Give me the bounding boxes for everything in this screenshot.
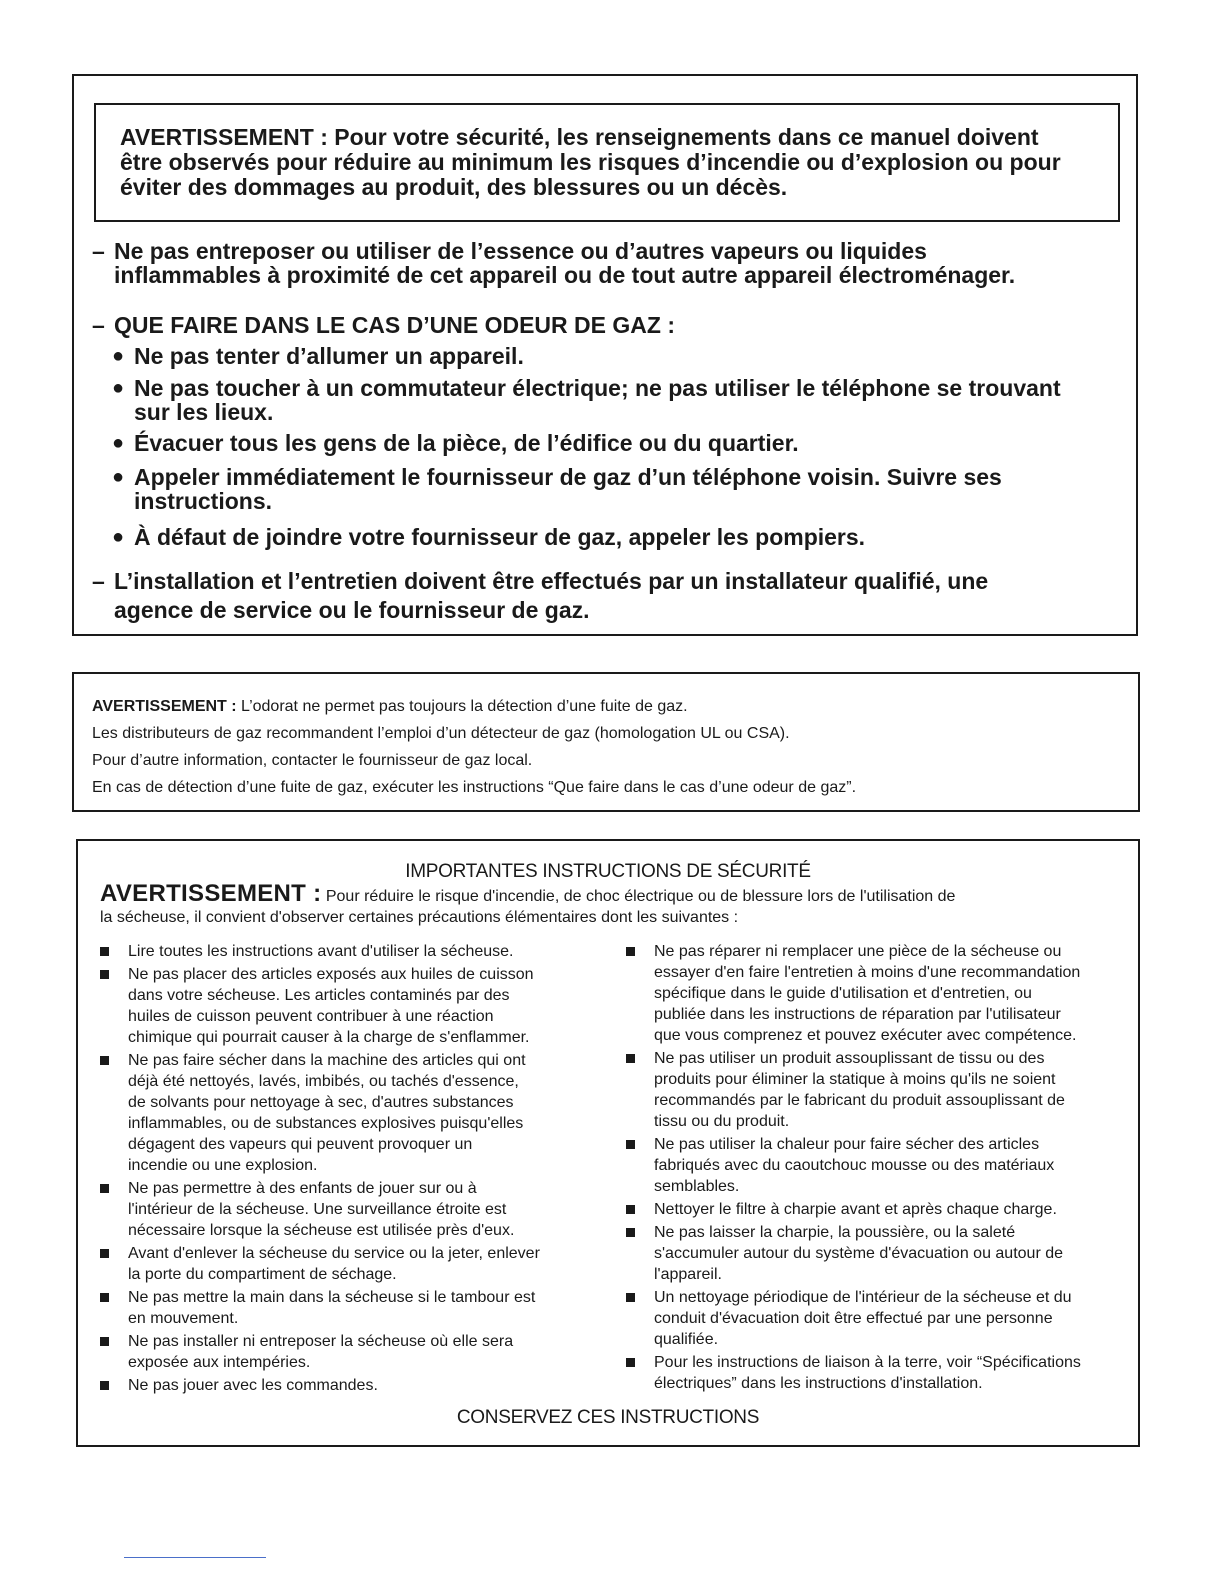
- bullet-dot-icon: ●: [112, 345, 125, 367]
- instruction-line: dans votre sécheuse. Les articles contaminés par des: [128, 987, 510, 1004]
- warning-line: AVERTISSEMENT : Pour votre sécurité, les renseignements dans ce manuel doivent: [120, 124, 1039, 150]
- instruction-line: la porte du compartiment de séchage.: [128, 1266, 397, 1283]
- save-instructions-footer: CONSERVEZ CES INSTRUCTIONS: [456, 1407, 760, 1428]
- warning-label: AVERTISSEMENT :: [92, 698, 237, 715]
- instruction-line: Ne pas réparer ni remplacer une pièce de la sécheuse ou: [654, 943, 1062, 960]
- instruction-line: de solvants pour nettoyage à sec, d'autres substances: [128, 1094, 514, 1111]
- square-bullet-icon: [100, 1184, 109, 1193]
- square-bullet-icon: [626, 1140, 635, 1149]
- instruction-line: conduit d'évacuation doit être effectué par une personne: [654, 1310, 1053, 1327]
- gas-detection-warning-box: [72, 672, 1140, 812]
- instruction-item: [98, 1050, 618, 1176]
- instruction-item: [98, 964, 618, 1048]
- instruction-item: [624, 1287, 1134, 1350]
- gas-odor-bullet: ● Ne pas tenter d’allumer un appareil.: [112, 343, 524, 369]
- instruction-item: [98, 1375, 618, 1396]
- dryer-warning: AVERTISSEMENT : Pour réduire le risque d'incendie, de choc électrique ou de blessure lors de l'utilisation de la sécheuse, il convient d'observer certaines précautions élémentaires dont les suivantes :: [100, 880, 956, 926]
- instruction-line: que vous comprenez et pouvez exécuter avec compétence.: [654, 1027, 1077, 1044]
- instruction-line: Ne pas permettre à des enfants de jouer sur ou à: [128, 1180, 477, 1197]
- instruction-line: spécifique dans le guide d'utilisation et d'entretien, ou: [654, 985, 1032, 1002]
- instruction-line: Lire toutes les instructions avant d'utiliser la sécheuse.: [128, 943, 514, 960]
- instruction-line: Un nettoyage périodique de l'intérieur de la sécheuse et du: [654, 1289, 1072, 1306]
- safety-instructions-title: IMPORTANTES INSTRUCTIONS DE SÉCURITÉ: [405, 861, 811, 882]
- warning-line: éviter des dommages au produit, des blessures ou un décès.: [120, 174, 788, 200]
- divider: [124, 1557, 266, 1558]
- instruction-line: Ne pas mettre la main dans la sécheuse si le tambour est: [128, 1289, 536, 1306]
- left-instruction-column: [98, 941, 618, 1398]
- gas-warning-box: [72, 74, 1138, 636]
- instruction-line: chimique qui pourrait causer à la charge de s'enflammer.: [128, 1029, 530, 1046]
- instruction-line: publiée dans les instructions de réparation par l'utilisateur: [654, 1006, 1061, 1023]
- instruction-line: tissu ou du produit.: [654, 1113, 790, 1130]
- square-bullet-icon: [626, 1205, 635, 1214]
- instruction-item: [98, 941, 618, 962]
- right-instruction-column: [624, 941, 1134, 1396]
- safety-warning-frame: [94, 103, 1120, 222]
- instruction-line: Ne pas laisser la charpie, la poussière, ou la saleté: [654, 1224, 1016, 1241]
- instruction-line: Pour les instructions de liaison à la terre, voir “Spécifications: [654, 1354, 1081, 1371]
- gas-odor-bullet: ● Ne pas toucher à un commutateur électrique; ne pas utiliser le téléphone se trouvant sur les lieux.: [112, 375, 1061, 425]
- instruction-line: Ne pas utiliser la chaleur pour faire sécher des articles: [654, 1136, 1040, 1153]
- instruction-line: Nettoyer le filtre à charpie avant et après chaque charge.: [654, 1201, 1057, 1218]
- square-bullet-icon: [626, 947, 635, 956]
- instruction-line: recommandés par le fabricant du produit assouplissant de: [654, 1092, 1065, 1109]
- no-flammables-item: – Ne pas entreposer ou utiliser de l’essence ou d’autres vapeurs ou liquides inflammables à proximité de cet appareil ou de tout autre appareil électroménager.: [92, 238, 1016, 288]
- detection-line: En cas de détection d’une fuite de gaz, exécuter les instructions “Que faire dans le cas d’une odeur de gaz”.: [92, 779, 857, 796]
- instruction-line: Ne pas placer des articles exposés aux huiles de cuisson: [128, 966, 534, 983]
- instruction-item: [624, 1134, 1134, 1197]
- instruction-line: nécessaire lorsque la sécheuse est utilisée près d'eux.: [128, 1222, 515, 1239]
- instruction-item: [624, 1222, 1134, 1285]
- bullet-dot-icon: ●: [112, 526, 125, 548]
- gas-odor-bullet: ● Appeler immédiatement le fournisseur de gaz d’un téléphone voisin. Suivre ses instructions.: [112, 464, 1002, 514]
- gas-odor-heading: – QUE FAIRE DANS LE CAS D’UNE ODEUR DE GAZ :: [92, 312, 675, 338]
- warning-label: AVERTISSEMENT :: [100, 880, 322, 907]
- instruction-item: [98, 1331, 618, 1373]
- instruction-item: [98, 1243, 618, 1285]
- instruction-line: dégagent des vapeurs qui peuvent provoquer un: [128, 1136, 473, 1153]
- instruction-item: [624, 1352, 1134, 1394]
- instruction-line: électriques” dans les instructions d'installation.: [654, 1375, 983, 1392]
- square-bullet-icon: [100, 1293, 109, 1302]
- warning-line: être observés pour réduire au minimum les risques d’incendie ou d’explosion ou pour: [120, 149, 1061, 175]
- instruction-line: huiles de cuisson peuvent contribuer à une réaction: [128, 1008, 494, 1025]
- square-bullet-icon: [626, 1293, 635, 1302]
- instruction-line: Ne pas utiliser un produit assouplissant de tissu ou des: [654, 1050, 1045, 1067]
- detection-line: AVERTISSEMENT : L’odorat ne permet pas toujours la détection d’une fuite de gaz.: [92, 698, 688, 715]
- bullet-dot-icon: ●: [112, 377, 125, 399]
- instruction-line: Avant d'enlever la sécheuse du service ou la jeter, enlever: [128, 1245, 540, 1262]
- square-bullet-icon: [100, 1337, 109, 1346]
- square-bullet-icon: [626, 1228, 635, 1237]
- square-bullet-icon: [100, 1249, 109, 1258]
- instruction-line: qualifiée.: [654, 1331, 719, 1348]
- instruction-line: en mouvement.: [128, 1310, 239, 1327]
- square-bullet-icon: [626, 1358, 635, 1367]
- gas-odor-bullet: ● Évacuer tous les gens de la pièce, de l’édifice ou du quartier.: [112, 430, 799, 456]
- qualified-installer-item: – L’installation et l’entretien doivent être effectués par un installateur qualifié, une agence de service ou le fournisseur de gaz.: [92, 568, 989, 623]
- instruction-line: l'intérieur de la sécheuse. Une surveillance étroite est: [128, 1201, 507, 1218]
- instruction-line: s'accumuler autour du système d'évacuation ou autour de: [654, 1245, 1064, 1262]
- detection-line: Pour d’autre information, contacter le fournisseur de gaz local.: [92, 752, 533, 769]
- instruction-line: l'appareil.: [654, 1266, 722, 1283]
- instruction-item: [624, 941, 1134, 1046]
- instruction-line: fabriqués avec du caoutchouc mousse ou des matériaux: [654, 1157, 1055, 1174]
- square-bullet-icon: [100, 1056, 109, 1065]
- instruction-item: [98, 1178, 618, 1241]
- instruction-line: Ne pas jouer avec les commandes.: [128, 1377, 378, 1394]
- square-bullet-icon: [100, 1381, 109, 1390]
- detection-line: Les distributeurs de gaz recommandent l’emploi d’un détecteur de gaz (homologation UL ou CSA).: [92, 725, 790, 742]
- instruction-line: incendie ou une explosion.: [128, 1157, 318, 1174]
- bullet-dot-icon: ●: [112, 466, 125, 488]
- instruction-line: Ne pas faire sécher dans la machine des articles qui ont: [128, 1052, 526, 1069]
- gas-odor-bullet: ● À défaut de joindre votre fournisseur de gaz, appeler les pompiers.: [112, 524, 866, 550]
- instruction-line: Ne pas installer ni entreposer la sécheuse où elle sera: [128, 1333, 514, 1350]
- instruction-item: [624, 1199, 1134, 1220]
- bullet-dot-icon: ●: [112, 432, 125, 454]
- safety-instructions-box: [76, 839, 1140, 1447]
- square-bullet-icon: [100, 970, 109, 979]
- square-bullet-icon: [100, 947, 109, 956]
- square-bullet-icon: [626, 1054, 635, 1063]
- instruction-line: semblables.: [654, 1178, 740, 1195]
- instruction-line: produits pour éliminer la statique à moins qu'ils ne soient: [654, 1071, 1056, 1088]
- instruction-item: [98, 1287, 618, 1329]
- instruction-item: [624, 1048, 1134, 1132]
- instruction-line: exposée aux intempéries.: [128, 1354, 311, 1371]
- instruction-line: inflammables, ou de substances explosives puisqu'elles: [128, 1115, 524, 1132]
- instruction-line: déjà été nettoyés, lavés, imbibés, ou tachés d'essence,: [128, 1073, 519, 1090]
- instruction-line: essayer d'en faire l'entretien à moins d'une recommandation: [654, 964, 1081, 981]
